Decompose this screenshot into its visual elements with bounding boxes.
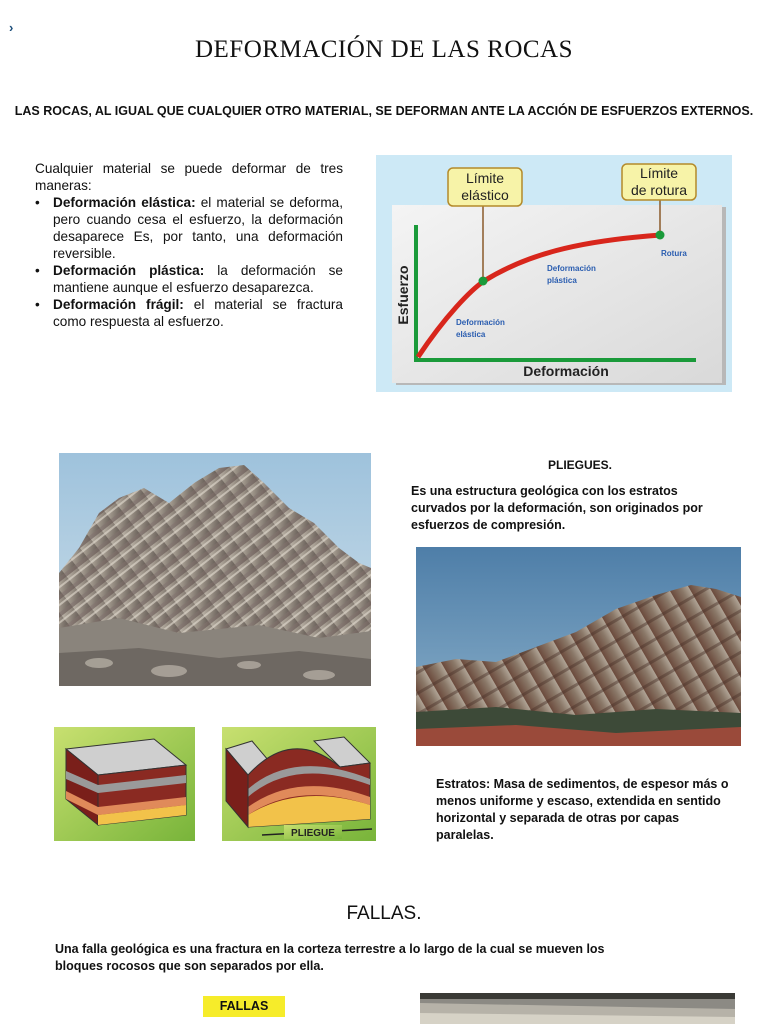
fold-diagram — [222, 727, 376, 841]
mountain-strata-photo — [416, 547, 741, 746]
folded-rock-photo — [59, 453, 371, 686]
list-item — [35, 262, 343, 296]
nav-chevron-icon[interactable]: › — [9, 20, 14, 35]
desc-plastic: la deformación se mantiene aunque el esfuerzo desaparezca. — [53, 263, 343, 295]
fault-photo — [420, 993, 735, 1024]
term-plastic: Deformación plástica: — [53, 263, 205, 278]
deformation-types-list — [35, 194, 343, 330]
list-item — [35, 296, 343, 330]
y-axis-label: Esfuerzo — [395, 265, 411, 325]
fallas-description: Una falla geológica es una fractura en la corteza terrestre a lo largo de la cual se mueven los bloques rocosos que son separados por ella. — [55, 942, 605, 973]
label-plastic-2: plástica — [547, 276, 577, 285]
rupture-point — [656, 231, 665, 240]
label-rupture: Rotura — [661, 249, 687, 258]
pliegues-description: Es una estructura geológica con los estratos curvados por la deformación, son originados por esfuerzos de compresión. — [411, 484, 703, 532]
term-elastic: Deformación elástica: — [53, 195, 196, 210]
callout-rupture-line2: de rotura — [630, 182, 688, 198]
label-plastic-1: Deformación — [547, 264, 596, 273]
callout-elastic-line1: Límite — [465, 170, 505, 186]
intro-text — [35, 160, 343, 330]
desc-elastic: el material se deforma, pero cuando cesa el esfuerzo, la deformación desaparece Es, por tanto, una deformación reversible. — [53, 195, 343, 261]
list-item — [35, 194, 343, 262]
label-elastic-2: elástica — [456, 330, 486, 339]
stress-strain-graph — [376, 155, 732, 392]
fallas-badge: FALLAS — [203, 996, 285, 1017]
page-subtitle: LAS ROCAS, AL IGUAL QUE CUALQUIER OTRO MATERIAL, SE DEFORMAN ANTE LA ACCIÓN DE ESFUERZOS EXTERNOS. — [14, 104, 754, 118]
callout-rupture-line1: Límite — [639, 165, 679, 181]
x-axis-label: Deformación — [523, 363, 609, 379]
fallas-heading: FALLAS. — [346, 903, 422, 924]
page-title: DEFORMACIÓN DE LAS ROCAS — [194, 36, 573, 63]
callout-elastic-line2: elástico — [461, 187, 509, 203]
term-fragile: Deformación frágil: — [53, 297, 184, 312]
desc-fragile: el material se fractura como respuesta al esfuerzo. — [53, 297, 343, 329]
elastic-limit-point — [479, 277, 488, 286]
estratos-description: Estratos: Masa de sedimentos, de espesor más o menos uniforme y escaso, extendida en sentido horizontal y separada de otras por capas paralelas. — [436, 777, 729, 842]
intro-lead: Cualquier material se puede deformar de tres maneras: — [35, 161, 343, 193]
label-elastic-1: Deformación — [456, 318, 505, 327]
horizontal-strata-diagram — [54, 727, 195, 841]
pliegues-heading: PLIEGUES. — [547, 458, 612, 472]
fold-label: PLIEGUE — [291, 828, 335, 839]
